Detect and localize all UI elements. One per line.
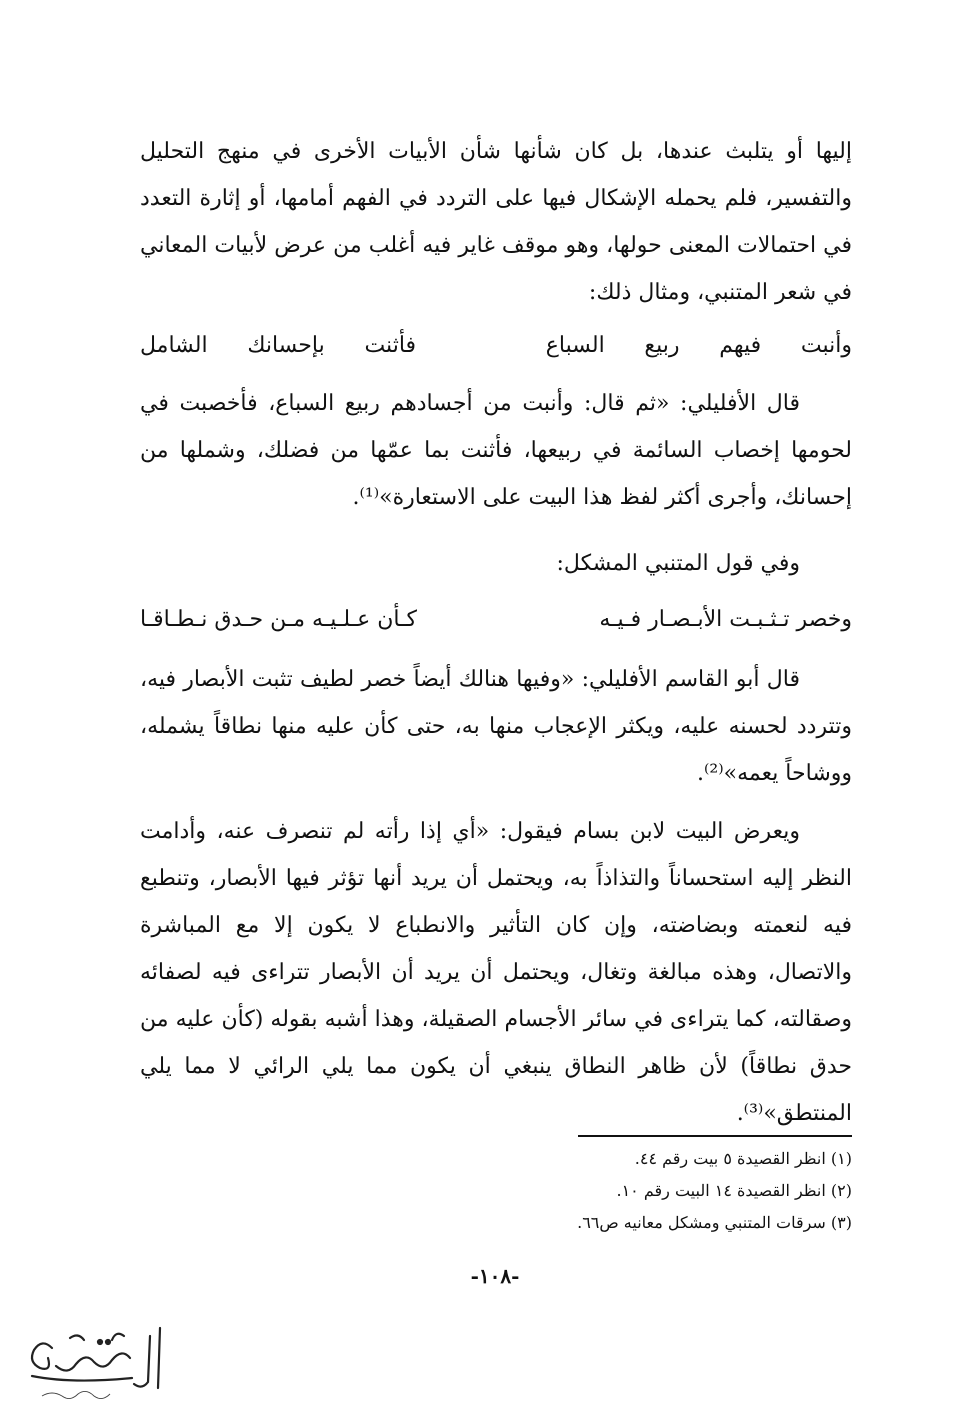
- verse1-word-4: السباع: [545, 333, 605, 358]
- verse1-word-2: فيهم: [719, 333, 762, 358]
- verse1-word-7: الشامل: [140, 333, 208, 358]
- verse1-word-5: فأثنت: [364, 333, 417, 358]
- verse1-word-1: وأنبت: [800, 333, 852, 358]
- footnote-3: (٣) سرقات المتنبي ومشكل معانيه ص٦٦.: [577, 1213, 852, 1232]
- paragraph-ibn-bassam: ويعرض البيت لابن بسام فيقول: «أي إذا رأته لم تنصرف عنه، وأدامت النظر إليه استحساناً والتذاذاً به، ويحتمل أن يريد أنها تؤثر فيها الأبصار، وتنطبع فيه لنعمته وبضاضته، وإن كان التأثير والانطباع لا يكون إلا مع المباشرة والاتصال، وهذه مبالغة وتغال، ويحتمل أن يريد أن الأبصار تتراءى فيه لصفائه وصقالته، كما يتراءى في سائر الأجسام الصقيلة، وهذا أشبه بقوله (كأن عليه من حدق نطاقاً) لأن ظاهر النطاق ينبغي أن يكون مما يلي الرائي لا مما يلي المنتطق»⁽³⁾.: [140, 819, 852, 1126]
- paragraph-intro: إليها أو يتلبث عندها، بل كان شأنها شأن الأبيات الأخرى في منهج التحليل والتفسير، فلم يحمله الإشكال فيها على التردد في الفهم أمامها، أو إثارة التعدد في احتمالات المعنى حولها، وهو موقف غاير فيه أغلب من عرض لأبيات المعاني في شعر المتنبي، ومثال ذلك:: [140, 139, 852, 305]
- verse2-hemistich-1: وخصر تـثـبـت الأبـصـار فـيـه: [599, 607, 852, 632]
- footnote-1: (١) انظر القصيدة ٥ بيت رقم ٤٤.: [634, 1149, 852, 1168]
- footnote-divider: [578, 1135, 852, 1137]
- paragraph-afleeli-quote-1: قال الأفليلي: «ثم قال: وأنبت من أجسادهم ربيع السباع، فأخصبت في لحومها إخصاب السائمة في ربيعها، فأثنت بما عمّها من فضلك، وشملها من إحسانك، وأجرى أكثر لفظ هذا البيت على الاستعارة»⁽¹⁾.: [140, 391, 852, 510]
- page-number: -١٠٨-: [470, 1264, 520, 1288]
- paragraph-mutanabbi-intro: وفي قول المتنبي المشكل:: [556, 551, 800, 576]
- verse2-hemistich-2: كـأن عـلـيـه مـن حـدق نـطـاقـا: [140, 607, 417, 632]
- verse1-word-6: بإحسانك: [247, 333, 325, 358]
- footnote-2: (٢) انظر القصيدة ١٤ البيت رقم ١٠.: [616, 1181, 852, 1200]
- verse-line-1: [140, 326, 852, 366]
- paragraph-afleeli-quote-2: قال أبو القاسم الأفليلي: «وفيها هنالك أيضاً خصر لطيف تثبت الأبصار فيه، وتتردد لحسنه عليه، ويكثر الإعجاب منها به، حتى كأن عليه منها نطاقاً يشمله، ووشاحاً يعمه»⁽²⁾.: [140, 667, 852, 786]
- footnotes-list: [400, 1143, 852, 1239]
- calligraphy-seal-logo: [12, 1318, 172, 1408]
- verse-line-2: [140, 600, 852, 640]
- verse1-word-3: ربيع: [644, 333, 680, 358]
